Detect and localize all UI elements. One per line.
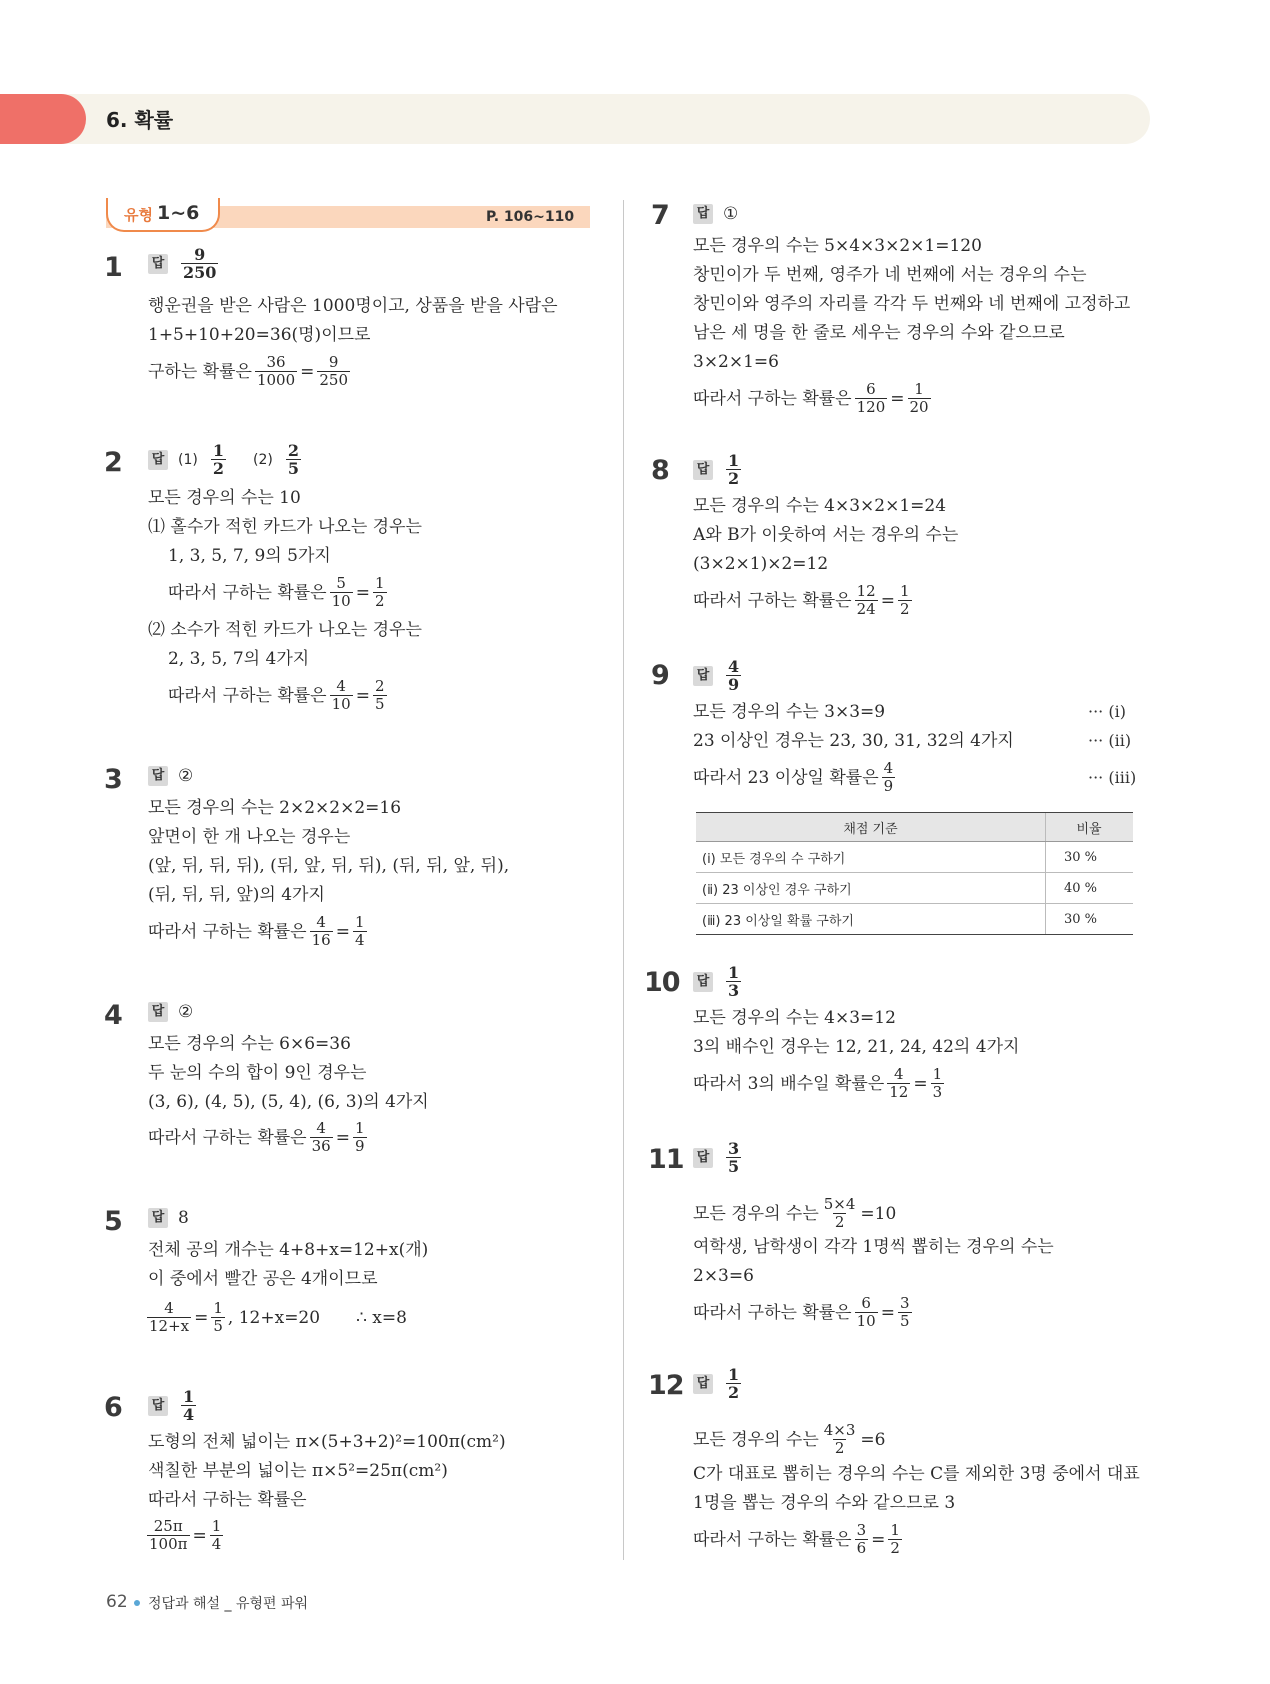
solution-line: 1명을 뽑는 경우의 수와 같으므로 3 xyxy=(693,1493,956,1513)
solution-line: 모든 경우의 수는 10 xyxy=(148,488,301,508)
solution-line: 전체 공의 개수는 4+8+x=12+x(개) xyxy=(148,1240,429,1260)
solution-line: (3, 6), (4, 5), (5, 4), (6, 3)의 4가지 xyxy=(148,1092,429,1112)
solution-line: 남은 세 명을 한 줄로 세우는 경우의 수와 같으므로 xyxy=(693,323,1065,343)
type-label: 유형 xyxy=(124,206,153,224)
solution-line: A와 B가 이웃하여 서는 경우의 수는 xyxy=(693,525,959,545)
step-marker: ··· (ⅱ) xyxy=(1088,731,1132,750)
solution-line: 앞면이 한 개 나오는 경우는 xyxy=(148,827,351,847)
answer-line: 답 $\frac{1}{2}$ xyxy=(693,1366,744,1401)
solution-line: ⑵ 소수가 적힌 카드가 나오는 경우는 xyxy=(148,620,422,640)
solution-line: 따라서 3의 배수일 확률은 $\frac{4}{12}$ = $\frac{1}{3}$ xyxy=(693,1065,943,1101)
solution-line: 모든 경우의 수는 $\frac{4\times 3}{2}$ =6 xyxy=(693,1421,886,1457)
problem-number: 2 xyxy=(104,447,122,478)
grading-header-ratio: 비율 xyxy=(1046,813,1134,842)
solution-line: 따라서 구하는 확률은 $\frac{5}{10}$ = $\frac{1}{2}$ xyxy=(168,574,385,610)
chapter-header-accent xyxy=(0,94,86,144)
answer-line: 답 (1) $\frac{1}{2}$ (2) $\frac{2}{5}$ xyxy=(148,442,304,477)
problem-number: 10 xyxy=(644,967,680,998)
solution-line: 모든 경우의 수는 3×3=9 xyxy=(693,702,886,722)
answer-badge: 답 xyxy=(148,766,168,786)
answer-line: 답 $\frac{3}{5}$ xyxy=(693,1140,744,1175)
solution-line: 따라서 구하는 확률은 $\frac{6}{10}$ = $\frac{3}{5}$ xyxy=(693,1294,910,1330)
solution-line: 따라서 구하는 확률은 $\frac{12}{24}$ = $\frac{1}{2}$ xyxy=(693,582,910,618)
solution-line: 창민이가 두 번째, 영주가 네 번째에 서는 경우의 수는 xyxy=(693,265,1087,285)
solution-line: (3×2×1)×2=12 xyxy=(693,554,829,574)
column-divider xyxy=(623,200,624,1560)
solution-line: ⑴ 홀수가 적힌 카드가 나오는 경우는 xyxy=(148,517,422,537)
solution-line: C가 대표로 뽑히는 경우의 수는 C를 제외한 3명 중에서 대표 xyxy=(693,1464,1140,1484)
answer-badge: 답 xyxy=(693,460,713,480)
solution-line: 두 눈의 수의 합이 9인 경우는 xyxy=(148,1063,367,1083)
answer-badge: 답 xyxy=(148,1002,168,1022)
solution-line: 모든 경우의 수는 4×3×2×1=24 xyxy=(693,496,947,516)
answer-line: 답 8 xyxy=(148,1208,189,1228)
grading-header-criteria: 채점 기준 xyxy=(696,813,1046,842)
solution-line: 모든 경우의 수는 6×6=36 xyxy=(148,1034,351,1054)
solution-line: 따라서 구하는 확률은 $\frac{3}{6}$ = $\frac{1}{2}$ xyxy=(693,1521,900,1557)
solution-line: 구하는 확률은 $\frac{36}{1000}$ = $\frac{9}{250}$ xyxy=(148,353,349,389)
problem-number: 11 xyxy=(648,1144,684,1175)
problem-number: 1 xyxy=(104,252,122,283)
answer-line: 답 ② xyxy=(148,766,193,786)
problem-number: 6 xyxy=(104,1392,122,1423)
solution-line: 창민이와 영주의 자리를 각각 두 번째와 네 번째에 고정하고 xyxy=(693,294,1131,314)
problem-number: 9 xyxy=(651,660,669,691)
answer-badge: 답 xyxy=(148,1396,168,1416)
answer-badge: 답 xyxy=(148,450,168,470)
problem-number: 12 xyxy=(648,1370,684,1401)
problem-number: 3 xyxy=(104,764,122,795)
grading-table xyxy=(696,812,1133,935)
solution-line: 여학생, 남학생이 각각 1명씩 뽑히는 경우의 수는 xyxy=(693,1237,1054,1257)
answer-fraction: $\frac{9}{250}$ xyxy=(183,245,217,282)
answer-line: 답 $\frac{1}{2}$ xyxy=(693,452,744,487)
problem-number: 4 xyxy=(104,1000,122,1031)
chapter-title: 6. 확률 xyxy=(106,108,174,132)
solution-line: 2, 3, 5, 7의 4가지 xyxy=(168,649,310,669)
solution-line: 1, 3, 5, 7, 9의 5가지 xyxy=(168,546,331,566)
solution-line: 색칠한 부분의 넓이는 π×5²=25π(cm²) xyxy=(148,1461,448,1481)
answer-badge: 답 xyxy=(693,1148,713,1168)
grading-row: (ⅰ) 모든 경우의 수 구하기 30 % xyxy=(696,842,1133,873)
answer-line: 답 ① xyxy=(693,204,738,224)
problem-number: 7 xyxy=(651,200,669,231)
solution-line: 따라서 구하는 확률은 $\frac{4}{10}$ = $\frac{2}{5}$ xyxy=(168,677,385,713)
type-pages: P. 106~110 xyxy=(486,209,575,225)
answer-line xyxy=(148,246,221,281)
solution-line: 도형의 전체 넓이는 π×(5+3+2)²=100π(cm²) xyxy=(148,1432,506,1452)
step-marker: ··· (ⅲ) xyxy=(1088,768,1137,787)
answer-line: 답 $\frac{4}{9}$ xyxy=(693,658,744,693)
answer-badge: 답 xyxy=(148,254,168,274)
solution-line: 이 중에서 빨간 공은 4개이므로 xyxy=(148,1269,378,1289)
answer-badge: 답 xyxy=(148,1208,168,1228)
solution-line: $\frac{4}{12+x}$ = $\frac{1}{5}$ , 12+x=20 ∴ x=8 xyxy=(149,1299,407,1335)
solution-line: 3의 배수인 경우는 12, 21, 24, 42의 4가지 xyxy=(693,1037,1020,1057)
answer-line: 답 $\frac{1}{3}$ xyxy=(693,964,744,999)
type-range: 1~6 xyxy=(157,202,200,224)
solution-line: 따라서 구하는 확률은 $\frac{6}{120}$ = $\frac{1}{20}$ xyxy=(693,380,929,416)
solution-line: 모든 경우의 수는 2×2×2×2=16 xyxy=(148,798,402,818)
solution-line: 모든 경우의 수는 4×3=12 xyxy=(693,1008,896,1028)
step-marker: ··· (ⅰ) xyxy=(1088,702,1126,721)
grading-row: (ⅱ) 23 이상인 경우 구하기 40 % xyxy=(696,873,1133,904)
solution-line: $\frac{25\pi}{100\pi}$ = $\frac{1}{4}$ xyxy=(149,1517,222,1553)
solution-line: 모든 경우의 수는 $\frac{5\times 4}{2}$ =10 xyxy=(693,1195,897,1231)
page-number: 62 xyxy=(106,1592,128,1612)
solution-line: (뒤, 뒤, 뒤, 앞)의 4가지 xyxy=(148,885,325,905)
solution-line: 따라서 구하는 확률은 $\frac{4}{16}$ = $\frac{1}{4}$ xyxy=(148,913,365,949)
answer-line: 답 ② xyxy=(148,1002,193,1022)
answer-badge: 답 xyxy=(693,666,713,686)
footer-bullet xyxy=(134,1600,140,1606)
grading-row: (ⅲ) 23 이상일 확률 구하기 30 % xyxy=(696,904,1133,935)
answer-badge: 답 xyxy=(693,204,713,224)
solution-line: 따라서 구하는 확률은 xyxy=(148,1490,307,1510)
problem-number: 8 xyxy=(651,455,669,486)
solution-line: 3×2×1=6 xyxy=(693,352,779,372)
solution-line: 모든 경우의 수는 5×4×3×2×1=120 xyxy=(693,236,982,256)
answer-badge: 답 xyxy=(693,1374,713,1394)
problem-number: 5 xyxy=(104,1206,122,1237)
answer-line: 답 $\frac{1}{4}$ xyxy=(148,1388,199,1423)
solution-line: 행운권을 받은 사람은 1000명이고, 상품을 받을 사람은 xyxy=(148,296,558,316)
solution-line: 1+5+10+20=36(명)이므로 xyxy=(148,325,371,345)
footer-title: 정답과 해설 _ 유형편 파워 xyxy=(148,1596,309,1612)
solution-line: 따라서 23 이상일 확률은 $\frac{4}{9}$ xyxy=(693,759,894,795)
solution-line: (앞, 뒤, 뒤, 뒤), (뒤, 앞, 뒤, 뒤), (뒤, 뒤, 앞, 뒤), xyxy=(148,856,510,876)
solution-line: 23 이상인 경우는 23, 30, 31, 32의 4가지 xyxy=(693,731,1014,751)
solution-line: 따라서 구하는 확률은 $\frac{4}{36}$ = $\frac{1}{9}$ xyxy=(148,1119,365,1155)
answer-badge: 답 xyxy=(693,972,713,992)
solution-line: 2×3=6 xyxy=(693,1266,754,1286)
